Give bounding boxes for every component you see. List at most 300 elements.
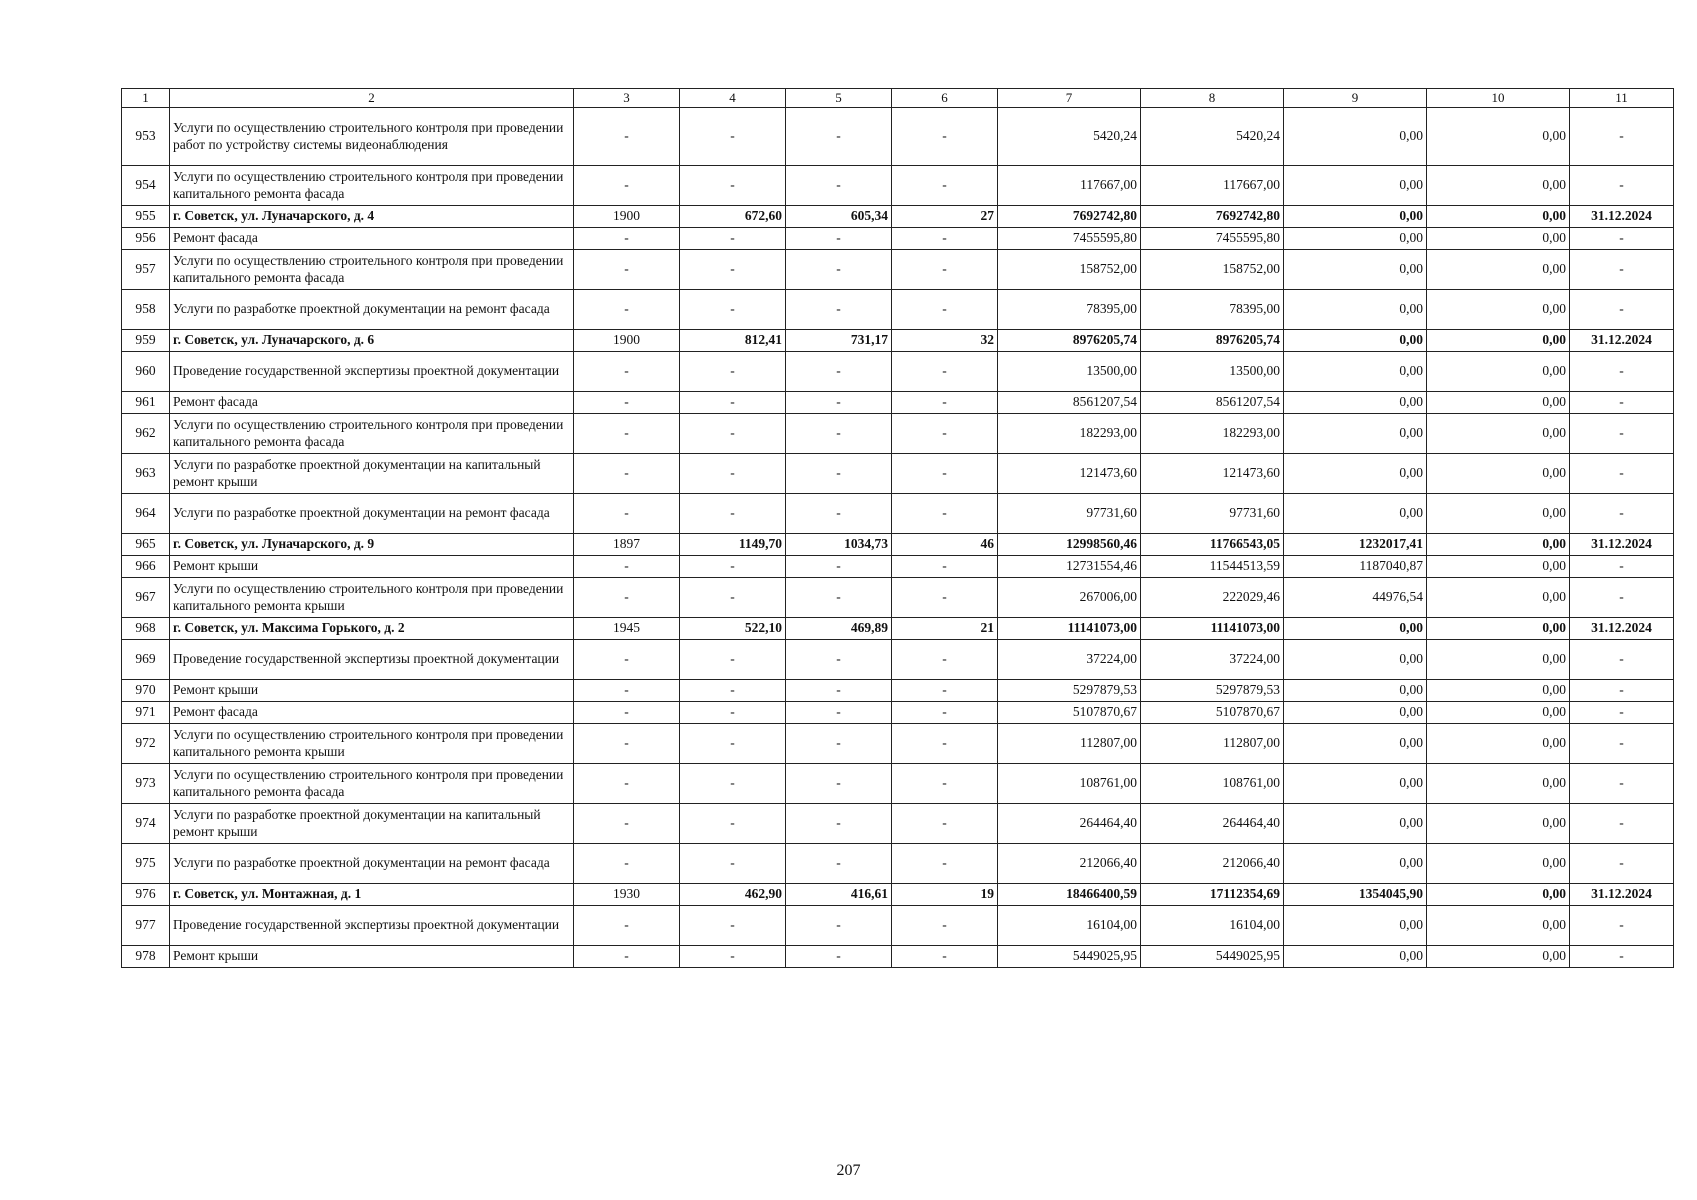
work-item-row bbox=[122, 804, 1674, 844]
col5-cell: - bbox=[786, 906, 892, 946]
col11-cell: - bbox=[1570, 724, 1674, 764]
col7-cell: 5297879,53 bbox=[998, 680, 1141, 702]
row-name-cell: Услуги по разработке проектной документации на капитальный ремонт крыши bbox=[170, 804, 574, 844]
col6-cell: - bbox=[892, 578, 998, 618]
col7-cell: 117667,00 bbox=[998, 166, 1141, 206]
row-name-cell: Проведение государственной экспертизы проектной документации bbox=[170, 906, 574, 946]
col11-cell: - bbox=[1570, 946, 1674, 968]
col11-cell: - bbox=[1570, 804, 1674, 844]
col4-cell: - bbox=[680, 946, 786, 968]
col8-cell: 5449025,95 bbox=[1141, 946, 1284, 968]
col10-cell: 0,00 bbox=[1427, 702, 1570, 724]
col3-cell: - bbox=[574, 352, 680, 392]
row-number-cell: 975 bbox=[122, 844, 170, 884]
col4-cell: - bbox=[680, 454, 786, 494]
col9-cell: 0,00 bbox=[1284, 228, 1427, 250]
col3-cell: - bbox=[574, 764, 680, 804]
column-header: 3 bbox=[574, 89, 680, 108]
col6-cell: 46 bbox=[892, 534, 998, 556]
row-number-cell: 973 bbox=[122, 764, 170, 804]
col10-cell: 0,00 bbox=[1427, 414, 1570, 454]
col7-cell: 12731554,46 bbox=[998, 556, 1141, 578]
col7-cell: 112807,00 bbox=[998, 724, 1141, 764]
col8-cell: 13500,00 bbox=[1141, 352, 1284, 392]
row-name-cell: Проведение государственной экспертизы проектной документации bbox=[170, 352, 574, 392]
work-item-row bbox=[122, 108, 1674, 166]
col5-cell: - bbox=[786, 844, 892, 884]
col4-cell: - bbox=[680, 392, 786, 414]
row-number-cell: 965 bbox=[122, 534, 170, 556]
col8-cell: 158752,00 bbox=[1141, 250, 1284, 290]
col8-cell: 182293,00 bbox=[1141, 414, 1284, 454]
row-number-cell: 967 bbox=[122, 578, 170, 618]
col8-cell: 37224,00 bbox=[1141, 640, 1284, 680]
col10-cell: 0,00 bbox=[1427, 680, 1570, 702]
work-item-row bbox=[122, 556, 1674, 578]
work-item-row bbox=[122, 166, 1674, 206]
col8-cell: 8561207,54 bbox=[1141, 392, 1284, 414]
work-item-row bbox=[122, 764, 1674, 804]
col7-cell: 8561207,54 bbox=[998, 392, 1141, 414]
col9-cell: 44976,54 bbox=[1284, 578, 1427, 618]
work-item-row bbox=[122, 454, 1674, 494]
col7-cell: 16104,00 bbox=[998, 906, 1141, 946]
col8-cell: 17112354,69 bbox=[1141, 884, 1284, 906]
col4-cell: 522,10 bbox=[680, 618, 786, 640]
col7-cell: 37224,00 bbox=[998, 640, 1141, 680]
col9-cell: 0,00 bbox=[1284, 702, 1427, 724]
work-item-row bbox=[122, 844, 1674, 884]
col11-cell: - bbox=[1570, 494, 1674, 534]
col4-cell: - bbox=[680, 556, 786, 578]
col4-cell: - bbox=[680, 724, 786, 764]
col8-cell: 117667,00 bbox=[1141, 166, 1284, 206]
row-name-cell: Услуги по разработке проектной документации на ремонт фасада bbox=[170, 844, 574, 884]
col11-cell: - bbox=[1570, 414, 1674, 454]
row-number-cell: 962 bbox=[122, 414, 170, 454]
row-name-cell: Ремонт фасада bbox=[170, 228, 574, 250]
col6-cell: - bbox=[892, 724, 998, 764]
col6-cell: - bbox=[892, 108, 998, 166]
col8-cell: 212066,40 bbox=[1141, 844, 1284, 884]
column-header: 8 bbox=[1141, 89, 1284, 108]
col5-cell: - bbox=[786, 640, 892, 680]
col9-cell: 0,00 bbox=[1284, 804, 1427, 844]
row-number-cell: 972 bbox=[122, 724, 170, 764]
col11-cell: - bbox=[1570, 906, 1674, 946]
col3-cell: - bbox=[574, 702, 680, 724]
col10-cell: 0,00 bbox=[1427, 618, 1570, 640]
col10-cell: 0,00 bbox=[1427, 578, 1570, 618]
col10-cell: 0,00 bbox=[1427, 556, 1570, 578]
col8-cell: 8976205,74 bbox=[1141, 330, 1284, 352]
col9-cell: 0,00 bbox=[1284, 392, 1427, 414]
col9-cell: 0,00 bbox=[1284, 454, 1427, 494]
col9-cell: 0,00 bbox=[1284, 330, 1427, 352]
col5-cell: - bbox=[786, 166, 892, 206]
col5-cell: 416,61 bbox=[786, 884, 892, 906]
col7-cell: 8976205,74 bbox=[998, 330, 1141, 352]
work-item-row bbox=[122, 724, 1674, 764]
work-item-row bbox=[122, 290, 1674, 330]
col10-cell: 0,00 bbox=[1427, 290, 1570, 330]
row-name-cell: Ремонт фасада bbox=[170, 392, 574, 414]
work-item-row bbox=[122, 640, 1674, 680]
row-number-cell: 964 bbox=[122, 494, 170, 534]
row-name-cell: Услуги по осуществлению строительного контроля при проведении работ по устройству системы видеонаблюдения bbox=[170, 108, 574, 166]
work-item-row bbox=[122, 392, 1674, 414]
col3-cell: - bbox=[574, 804, 680, 844]
col6-cell: - bbox=[892, 290, 998, 330]
row-name-cell: Услуги по осуществлению строительного контроля при проведении капитального ремонта фасада bbox=[170, 166, 574, 206]
col7-cell: 264464,40 bbox=[998, 804, 1141, 844]
col8-cell: 222029,46 bbox=[1141, 578, 1284, 618]
col6-cell: - bbox=[892, 414, 998, 454]
col11-cell: 31.12.2024 bbox=[1570, 618, 1674, 640]
row-number-cell: 970 bbox=[122, 680, 170, 702]
col7-cell: 267006,00 bbox=[998, 578, 1141, 618]
work-item-row bbox=[122, 228, 1674, 250]
col11-cell: 31.12.2024 bbox=[1570, 330, 1674, 352]
col3-cell: 1897 bbox=[574, 534, 680, 556]
col11-cell: - bbox=[1570, 680, 1674, 702]
col9-cell: 0,00 bbox=[1284, 640, 1427, 680]
col11-cell: - bbox=[1570, 392, 1674, 414]
col5-cell: - bbox=[786, 764, 892, 804]
col3-cell: - bbox=[574, 290, 680, 330]
col11-cell: - bbox=[1570, 578, 1674, 618]
col8-cell: 112807,00 bbox=[1141, 724, 1284, 764]
col11-cell: - bbox=[1570, 290, 1674, 330]
col4-cell: 672,60 bbox=[680, 206, 786, 228]
row-name-cell: Ремонт крыши bbox=[170, 556, 574, 578]
col5-cell: - bbox=[786, 228, 892, 250]
work-item-row bbox=[122, 352, 1674, 392]
row-name-cell: Ремонт крыши bbox=[170, 946, 574, 968]
col5-cell: 1034,73 bbox=[786, 534, 892, 556]
row-number-cell: 961 bbox=[122, 392, 170, 414]
col7-cell: 78395,00 bbox=[998, 290, 1141, 330]
col4-cell: - bbox=[680, 906, 786, 946]
row-name-cell: Услуги по осуществлению строительного контроля при проведении капитального ремонта фасада bbox=[170, 764, 574, 804]
col8-cell: 5107870,67 bbox=[1141, 702, 1284, 724]
col11-cell: - bbox=[1570, 640, 1674, 680]
col10-cell: 0,00 bbox=[1427, 166, 1570, 206]
col3-cell: - bbox=[574, 250, 680, 290]
col10-cell: 0,00 bbox=[1427, 250, 1570, 290]
col8-cell: 264464,40 bbox=[1141, 804, 1284, 844]
col11-cell: - bbox=[1570, 764, 1674, 804]
page-number: 207 bbox=[836, 1162, 861, 1179]
row-name-cell: г. Советск, ул. Монтажная, д. 1 bbox=[170, 884, 574, 906]
col4-cell: - bbox=[680, 414, 786, 454]
capital-repair-table bbox=[121, 88, 1674, 968]
col6-cell: - bbox=[892, 392, 998, 414]
col8-cell: 7692742,80 bbox=[1141, 206, 1284, 228]
row-name-cell: Услуги по разработке проектной документации на ремонт фасада bbox=[170, 290, 574, 330]
col9-cell: 1232017,41 bbox=[1284, 534, 1427, 556]
col7-cell: 5420,24 bbox=[998, 108, 1141, 166]
col6-cell: - bbox=[892, 844, 998, 884]
col6-cell: - bbox=[892, 764, 998, 804]
col10-cell: 0,00 bbox=[1427, 108, 1570, 166]
col10-cell: 0,00 bbox=[1427, 844, 1570, 884]
col9-cell: 0,00 bbox=[1284, 724, 1427, 764]
col5-cell: - bbox=[786, 414, 892, 454]
col10-cell: 0,00 bbox=[1427, 884, 1570, 906]
column-header: 10 bbox=[1427, 89, 1570, 108]
col5-cell: 605,34 bbox=[786, 206, 892, 228]
col3-cell: - bbox=[574, 946, 680, 968]
col9-cell: 1354045,90 bbox=[1284, 884, 1427, 906]
column-header: 2 bbox=[170, 89, 574, 108]
col3-cell: - bbox=[574, 166, 680, 206]
col6-cell: - bbox=[892, 250, 998, 290]
col6-cell: 32 bbox=[892, 330, 998, 352]
row-name-cell: Услуги по осуществлению строительного контроля при проведении капитального ремонта фасада bbox=[170, 414, 574, 454]
col4-cell: - bbox=[680, 640, 786, 680]
col3-cell: - bbox=[574, 680, 680, 702]
col5-cell: - bbox=[786, 946, 892, 968]
col10-cell: 0,00 bbox=[1427, 724, 1570, 764]
row-name-cell: г. Советск, ул. Луначарского, д. 4 bbox=[170, 206, 574, 228]
col11-cell: - bbox=[1570, 702, 1674, 724]
col3-cell: 1900 bbox=[574, 206, 680, 228]
col10-cell: 0,00 bbox=[1427, 392, 1570, 414]
col6-cell: 21 bbox=[892, 618, 998, 640]
col5-cell: - bbox=[786, 724, 892, 764]
col6-cell: - bbox=[892, 352, 998, 392]
col6-cell: - bbox=[892, 166, 998, 206]
col3-cell: - bbox=[574, 724, 680, 764]
col7-cell: 11141073,00 bbox=[998, 618, 1141, 640]
col4-cell: 462,90 bbox=[680, 884, 786, 906]
col9-cell: 0,00 bbox=[1284, 414, 1427, 454]
col3-cell: - bbox=[574, 844, 680, 884]
col8-cell: 11544513,59 bbox=[1141, 556, 1284, 578]
row-name-cell: Услуги по разработке проектной документации на капитальный ремонт крыши bbox=[170, 454, 574, 494]
row-name-cell: Проведение государственной экспертизы проектной документации bbox=[170, 640, 574, 680]
col6-cell: - bbox=[892, 454, 998, 494]
col4-cell: - bbox=[680, 578, 786, 618]
col9-cell: 0,00 bbox=[1284, 290, 1427, 330]
col6-cell: 19 bbox=[892, 884, 998, 906]
col4-cell: - bbox=[680, 250, 786, 290]
col9-cell: 0,00 bbox=[1284, 250, 1427, 290]
col3-cell: - bbox=[574, 906, 680, 946]
row-name-cell: г. Советск, ул. Луначарского, д. 6 bbox=[170, 330, 574, 352]
col9-cell: 1187040,87 bbox=[1284, 556, 1427, 578]
col8-cell: 16104,00 bbox=[1141, 906, 1284, 946]
col11-cell: - bbox=[1570, 250, 1674, 290]
col6-cell: - bbox=[892, 680, 998, 702]
col10-cell: 0,00 bbox=[1427, 764, 1570, 804]
row-name-cell: Ремонт крыши bbox=[170, 680, 574, 702]
row-name-cell: Услуги по осуществлению строительного контроля при проведении капитального ремонта фасада bbox=[170, 250, 574, 290]
row-name-cell: Услуги по осуществлению строительного контроля при проведении капитального ремонта крыши bbox=[170, 724, 574, 764]
row-name-cell: Услуги по разработке проектной документации на ремонт фасада bbox=[170, 494, 574, 534]
col11-cell: 31.12.2024 bbox=[1570, 884, 1674, 906]
col4-cell: - bbox=[680, 844, 786, 884]
col6-cell: - bbox=[892, 228, 998, 250]
col6-cell: - bbox=[892, 556, 998, 578]
col9-cell: 0,00 bbox=[1284, 946, 1427, 968]
col8-cell: 108761,00 bbox=[1141, 764, 1284, 804]
col9-cell: 0,00 bbox=[1284, 680, 1427, 702]
col8-cell: 97731,60 bbox=[1141, 494, 1284, 534]
col11-cell: - bbox=[1570, 556, 1674, 578]
col9-cell: 0,00 bbox=[1284, 494, 1427, 534]
col6-cell: - bbox=[892, 946, 998, 968]
col9-cell: 0,00 bbox=[1284, 844, 1427, 884]
col7-cell: 12998560,46 bbox=[998, 534, 1141, 556]
col3-cell: - bbox=[574, 228, 680, 250]
col4-cell: - bbox=[680, 166, 786, 206]
col10-cell: 0,00 bbox=[1427, 534, 1570, 556]
address-summary-row bbox=[122, 884, 1674, 906]
col4-cell: - bbox=[680, 680, 786, 702]
col11-cell: - bbox=[1570, 228, 1674, 250]
col5-cell: - bbox=[786, 454, 892, 494]
col6-cell: - bbox=[892, 640, 998, 680]
col7-cell: 5449025,95 bbox=[998, 946, 1141, 968]
col7-cell: 18466400,59 bbox=[998, 884, 1141, 906]
col7-cell: 158752,00 bbox=[998, 250, 1141, 290]
work-item-row bbox=[122, 946, 1674, 968]
col9-cell: 0,00 bbox=[1284, 166, 1427, 206]
row-number-cell: 958 bbox=[122, 290, 170, 330]
col4-cell: - bbox=[680, 290, 786, 330]
col6-cell: - bbox=[892, 702, 998, 724]
row-number-cell: 959 bbox=[122, 330, 170, 352]
col3-cell: 1945 bbox=[574, 618, 680, 640]
col7-cell: 108761,00 bbox=[998, 764, 1141, 804]
col9-cell: 0,00 bbox=[1284, 108, 1427, 166]
col7-cell: 121473,60 bbox=[998, 454, 1141, 494]
col4-cell: - bbox=[680, 804, 786, 844]
row-number-cell: 954 bbox=[122, 166, 170, 206]
col10-cell: 0,00 bbox=[1427, 454, 1570, 494]
col3-cell: - bbox=[574, 578, 680, 618]
col11-cell: 31.12.2024 bbox=[1570, 206, 1674, 228]
col4-cell: - bbox=[680, 108, 786, 166]
col4-cell: - bbox=[680, 352, 786, 392]
col4-cell: - bbox=[680, 702, 786, 724]
address-summary-row bbox=[122, 330, 1674, 352]
col4-cell: 1149,70 bbox=[680, 534, 786, 556]
address-summary-row bbox=[122, 206, 1674, 228]
col4-cell: - bbox=[680, 228, 786, 250]
col5-cell: - bbox=[786, 494, 892, 534]
col3-cell: - bbox=[574, 494, 680, 534]
col7-cell: 5107870,67 bbox=[998, 702, 1141, 724]
column-number-header-row bbox=[122, 89, 1674, 108]
col7-cell: 7692742,80 bbox=[998, 206, 1141, 228]
col5-cell: - bbox=[786, 578, 892, 618]
col7-cell: 13500,00 bbox=[998, 352, 1141, 392]
col11-cell: - bbox=[1570, 454, 1674, 494]
col6-cell: - bbox=[892, 804, 998, 844]
work-item-row bbox=[122, 494, 1674, 534]
column-header: 1 bbox=[122, 89, 170, 108]
row-number-cell: 978 bbox=[122, 946, 170, 968]
col10-cell: 0,00 bbox=[1427, 640, 1570, 680]
row-number-cell: 956 bbox=[122, 228, 170, 250]
col11-cell: - bbox=[1570, 844, 1674, 884]
col3-cell: 1900 bbox=[574, 330, 680, 352]
col3-cell: - bbox=[574, 454, 680, 494]
row-name-cell: г. Советск, ул. Максима Горького, д. 2 bbox=[170, 618, 574, 640]
column-header: 5 bbox=[786, 89, 892, 108]
col5-cell: - bbox=[786, 250, 892, 290]
col5-cell: - bbox=[786, 680, 892, 702]
row-number-cell: 977 bbox=[122, 906, 170, 946]
col10-cell: 0,00 bbox=[1427, 906, 1570, 946]
col9-cell: 0,00 bbox=[1284, 906, 1427, 946]
col3-cell: - bbox=[574, 640, 680, 680]
column-header: 11 bbox=[1570, 89, 1674, 108]
col8-cell: 5297879,53 bbox=[1141, 680, 1284, 702]
col5-cell: - bbox=[786, 392, 892, 414]
row-number-cell: 968 bbox=[122, 618, 170, 640]
col11-cell: - bbox=[1570, 166, 1674, 206]
column-header: 9 bbox=[1284, 89, 1427, 108]
col8-cell: 11766543,05 bbox=[1141, 534, 1284, 556]
col7-cell: 7455595,80 bbox=[998, 228, 1141, 250]
col4-cell: - bbox=[680, 764, 786, 804]
col11-cell: 31.12.2024 bbox=[1570, 534, 1674, 556]
col5-cell: - bbox=[786, 352, 892, 392]
col4-cell: 812,41 bbox=[680, 330, 786, 352]
col8-cell: 78395,00 bbox=[1141, 290, 1284, 330]
col5-cell: - bbox=[786, 556, 892, 578]
col10-cell: 0,00 bbox=[1427, 228, 1570, 250]
address-summary-row bbox=[122, 618, 1674, 640]
col10-cell: 0,00 bbox=[1427, 804, 1570, 844]
col3-cell: - bbox=[574, 108, 680, 166]
row-number-cell: 966 bbox=[122, 556, 170, 578]
col6-cell: 27 bbox=[892, 206, 998, 228]
column-header: 6 bbox=[892, 89, 998, 108]
col3-cell: - bbox=[574, 414, 680, 454]
col6-cell: - bbox=[892, 494, 998, 534]
work-item-row bbox=[122, 680, 1674, 702]
row-name-cell: г. Советск, ул. Луначарского, д. 9 bbox=[170, 534, 574, 556]
col10-cell: 0,00 bbox=[1427, 330, 1570, 352]
col8-cell: 5420,24 bbox=[1141, 108, 1284, 166]
work-item-row bbox=[122, 250, 1674, 290]
row-number-cell: 976 bbox=[122, 884, 170, 906]
col3-cell: - bbox=[574, 392, 680, 414]
col5-cell: - bbox=[786, 108, 892, 166]
col5-cell: - bbox=[786, 804, 892, 844]
row-number-cell: 969 bbox=[122, 640, 170, 680]
col5-cell: - bbox=[786, 702, 892, 724]
col8-cell: 121473,60 bbox=[1141, 454, 1284, 494]
col5-cell: - bbox=[786, 290, 892, 330]
work-item-row bbox=[122, 906, 1674, 946]
row-number-cell: 963 bbox=[122, 454, 170, 494]
col8-cell: 7455595,80 bbox=[1141, 228, 1284, 250]
col10-cell: 0,00 bbox=[1427, 494, 1570, 534]
col5-cell: 731,17 bbox=[786, 330, 892, 352]
col9-cell: 0,00 bbox=[1284, 764, 1427, 804]
col10-cell: 0,00 bbox=[1427, 206, 1570, 228]
work-item-row bbox=[122, 578, 1674, 618]
col5-cell: 469,89 bbox=[786, 618, 892, 640]
column-header: 4 bbox=[680, 89, 786, 108]
col7-cell: 97731,60 bbox=[998, 494, 1141, 534]
